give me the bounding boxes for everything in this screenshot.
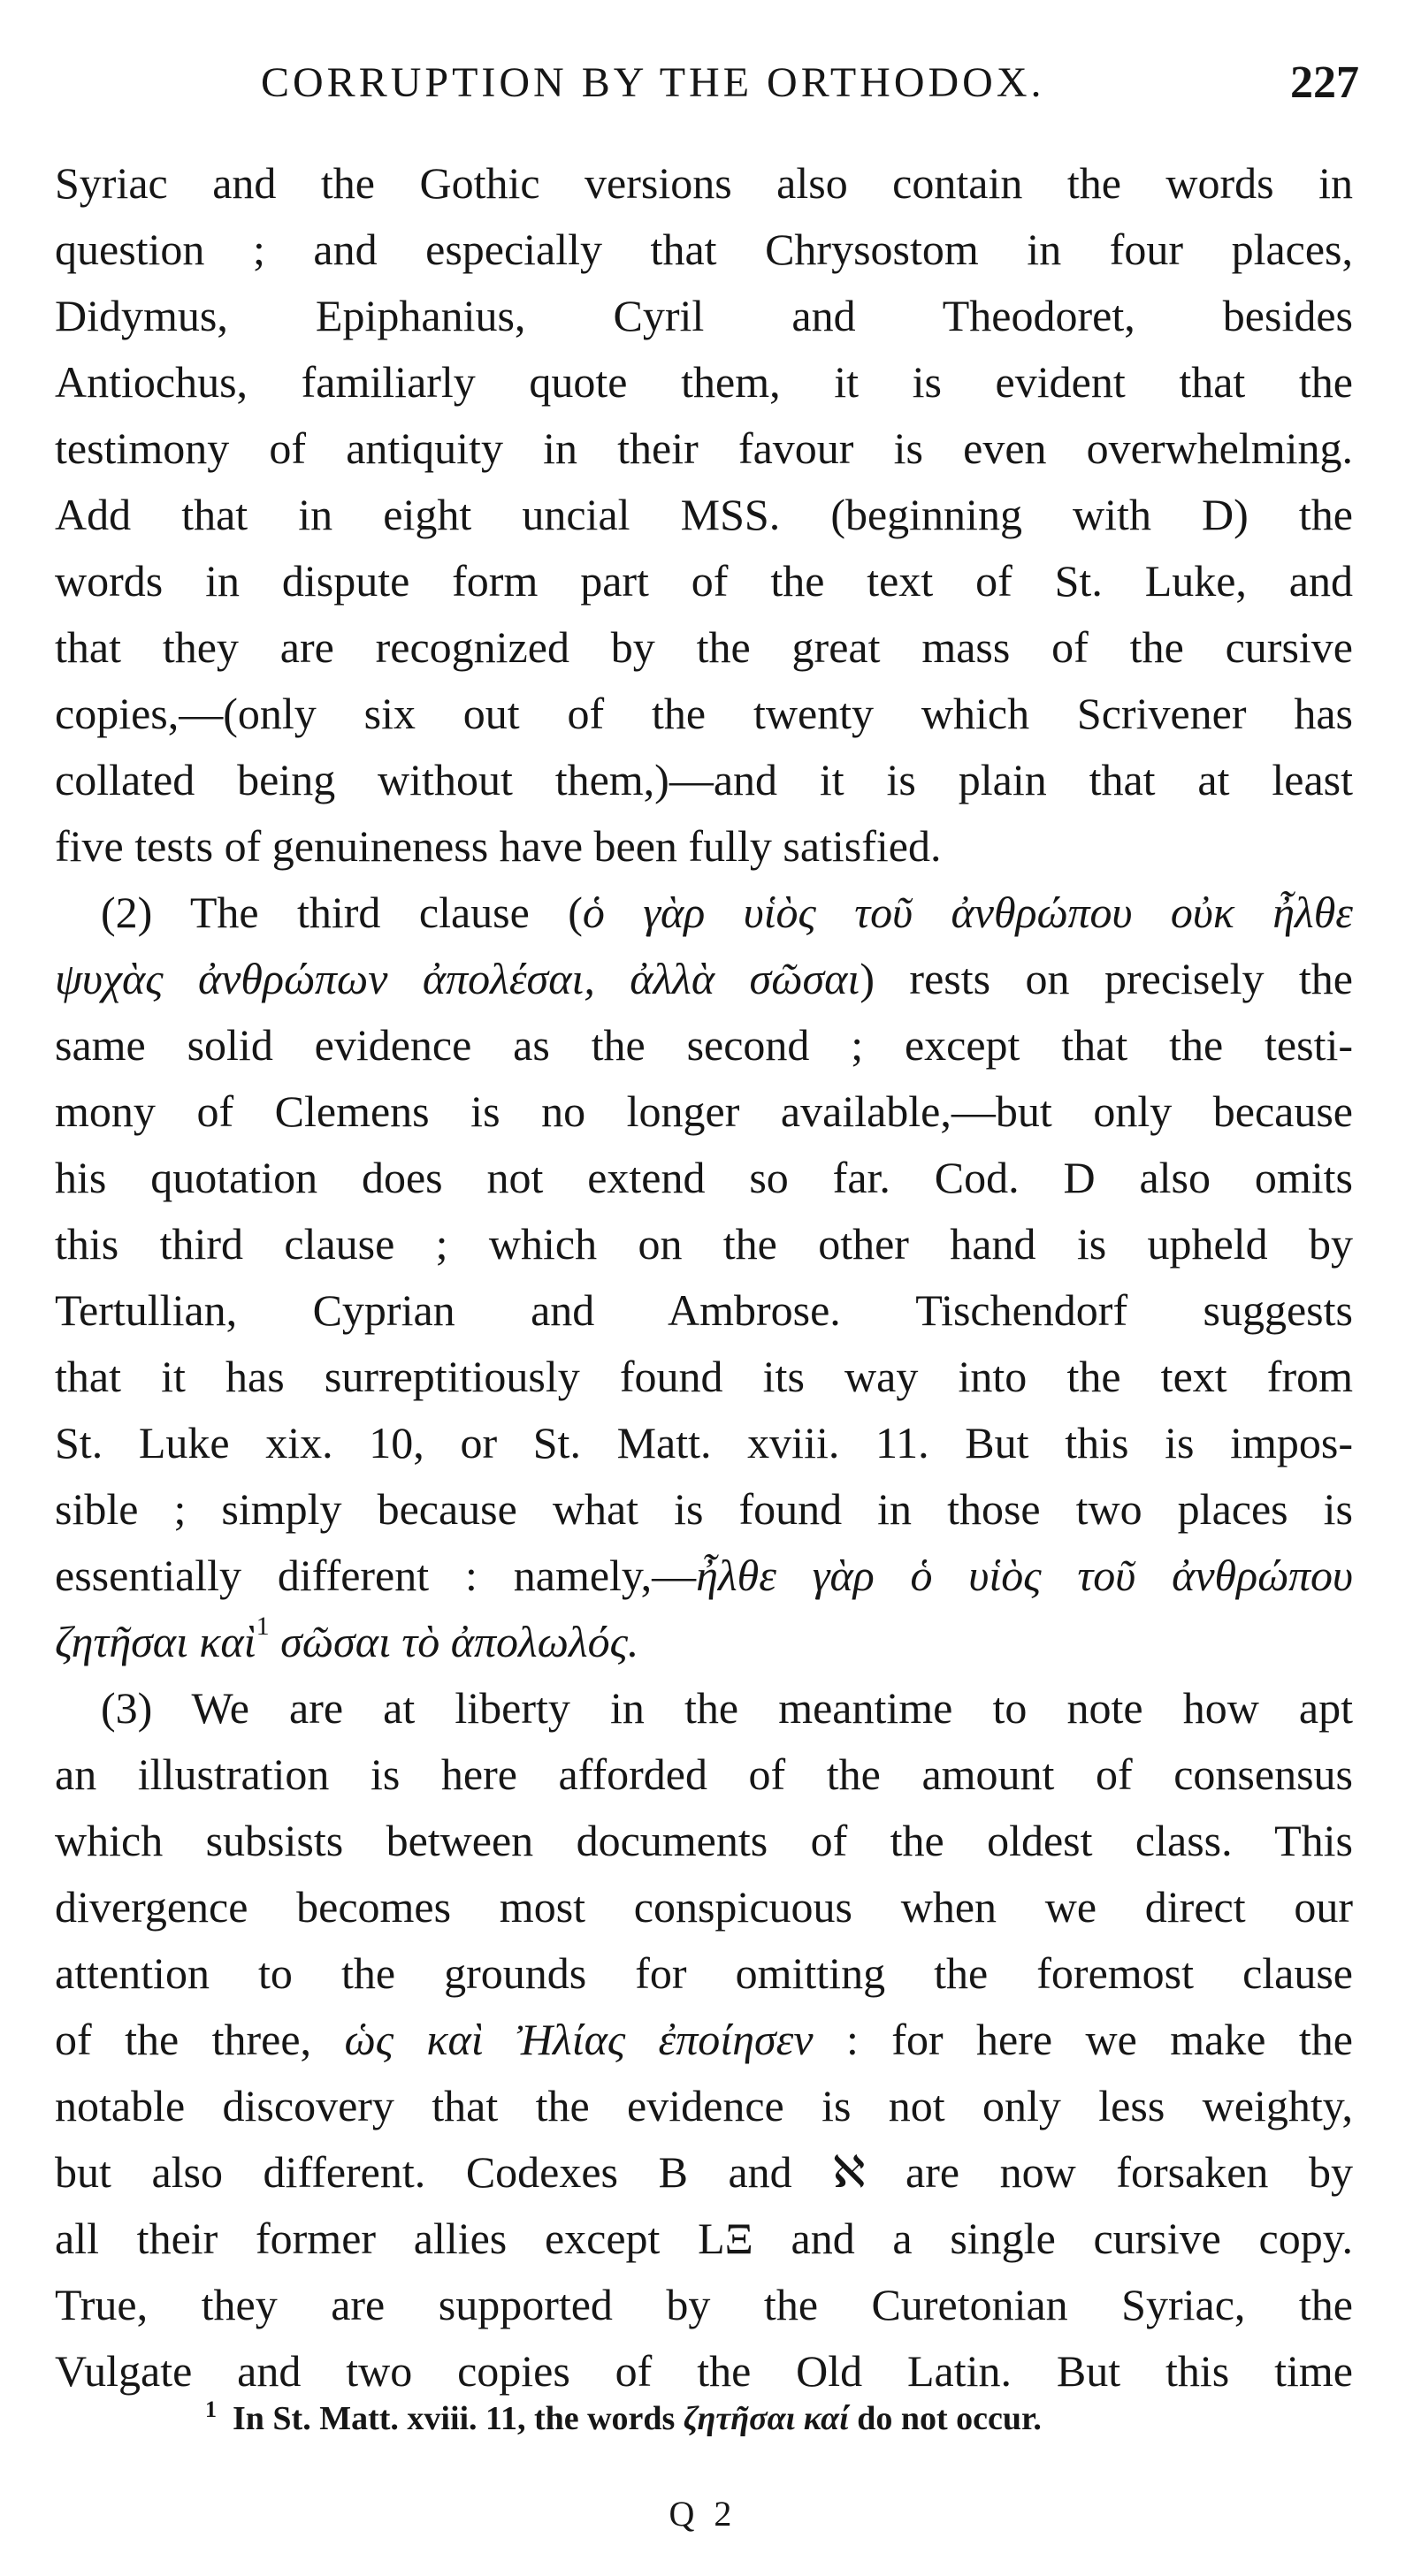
text-line: testimony of antiquity in their favour is even overwhelming.	[55, 423, 1353, 473]
text-line: which subsists between documents of the oldest class. This	[55, 1816, 1353, 1865]
running-title: CORRUPTION BY THE ORTHODOX.	[261, 59, 1045, 106]
footnote-greek: ζητῆσαι καί	[683, 2400, 849, 2437]
signature-mark: Q 2	[669, 2494, 737, 2534]
text-line: that it has surreptitiously found its way into the text from	[55, 1352, 1353, 1401]
running-head	[55, 55, 1359, 111]
text-line	[55, 1543, 1353, 1609]
footnote-text: In St. Matt. xviii. 11, the words	[233, 2400, 684, 2437]
text-run: : for here we make the	[813, 2015, 1353, 2064]
text-line: True, they are supported by the Curetonian Syriac, the	[55, 2280, 1353, 2329]
text-line: sible ; simply because what is found in those two places is	[55, 1484, 1353, 1534]
body-text	[55, 150, 1353, 2405]
text-line: five tests of genuineness have been fully satisfied.	[55, 821, 942, 871]
text-line: divergence becomes most conspicuous when we direct our	[55, 1882, 1353, 1932]
greek-quotation: ζητῆσαι καὶ	[55, 1617, 256, 1666]
text-line: question ; and especially that Chrysostom in four places,	[55, 225, 1353, 274]
text-line: Didymus, Epiphanius, Cyril and Theodoret, besides	[55, 291, 1353, 340]
footnote	[205, 2394, 1196, 2443]
paragraph-2-start: (2) The third clause (	[101, 888, 583, 937]
text-run: ) rests on precisely the	[860, 954, 1354, 1003]
text-line: Syriac and the Gothic versions also contain the words in	[55, 158, 1353, 208]
footnote-number: 1	[205, 2397, 217, 2422]
text-line: Tertullian, Cyprian and Ambrose. Tischendorf suggests	[55, 1285, 1353, 1335]
text-line: but also different. Codexes B and ℵ are now forsaken by	[55, 2147, 1353, 2197]
text-line: Antiochus, familiarly quote them, it is evident that the	[55, 357, 1353, 407]
text-line: same solid evidence as the second ; except that the testi-	[55, 1020, 1353, 1070]
footnote-text: do not occur.	[848, 2400, 1042, 2437]
text-line	[55, 946, 1353, 1012]
text-run: essentially different : namely,—	[55, 1551, 697, 1600]
text-line: mony of Clemens is no longer available,—but only because	[55, 1086, 1353, 1136]
greek-quotation: ἦλθε γὰρ ὁ υἱὸς τοῦ ἀνθρώπου	[696, 1551, 1353, 1600]
greek-quotation: ὡς καὶ Ἠλίας ἐποίησεν	[344, 2015, 814, 2064]
text-line: notable discovery that the evidence is not only less weighty,	[55, 2081, 1353, 2130]
text-line: collated being without them,)—and it is plain that at least	[55, 755, 1353, 804]
text-line: that they are recognized by the great mass of the cursive	[55, 622, 1353, 672]
text-line: his quotation does not extend so far. Cod. D also omits	[55, 1153, 1353, 1202]
text-line: attention to the grounds for omitting the foremost clause	[55, 1948, 1353, 1998]
footnote-reference: 1	[256, 1612, 270, 1641]
text-line	[55, 1609, 1353, 1675]
text-line: copies,—(only six out of the twenty which Scrivener has	[55, 689, 1353, 738]
text-line	[55, 2007, 1353, 2073]
greek-quotation: ὁ γὰρ υἱὸς τοῦ ἀνθρώπου οὐκ ἦλθε	[582, 888, 1353, 937]
greek-quotation: σῶσαι τὸ ἀπολωλός.	[280, 1617, 639, 1666]
page-number: 227	[1290, 57, 1359, 108]
text-line	[55, 880, 1353, 946]
text-line: this third clause ; which on the other hand is upheld by	[55, 1219, 1353, 1269]
text-line: an illustration is here afforded of the amount of consensus	[55, 1749, 1353, 1799]
text-line: (3) We are at liberty in the meantime to note how apt	[101, 1683, 1353, 1733]
text-line: St. Luke xix. 10, or St. Matt. xviii. 11. But this is impos-	[55, 1418, 1353, 1467]
greek-quotation: ψυχὰς ἀνθρώπων ἀπολέσαι, ἀλλὰ σῶσαι	[55, 954, 860, 1003]
text-line: words in dispute form part of the text of St. Luke, and	[55, 556, 1353, 606]
text-run: of the three,	[55, 2015, 345, 2064]
text-line: Vulgate and two copies of the Old Latin. But this time	[55, 2346, 1353, 2396]
text-line: all their former allies except LΞ and a single cursive copy.	[55, 2214, 1353, 2263]
text-line: Add that in eight uncial MSS. (beginning with D) the	[55, 490, 1353, 539]
